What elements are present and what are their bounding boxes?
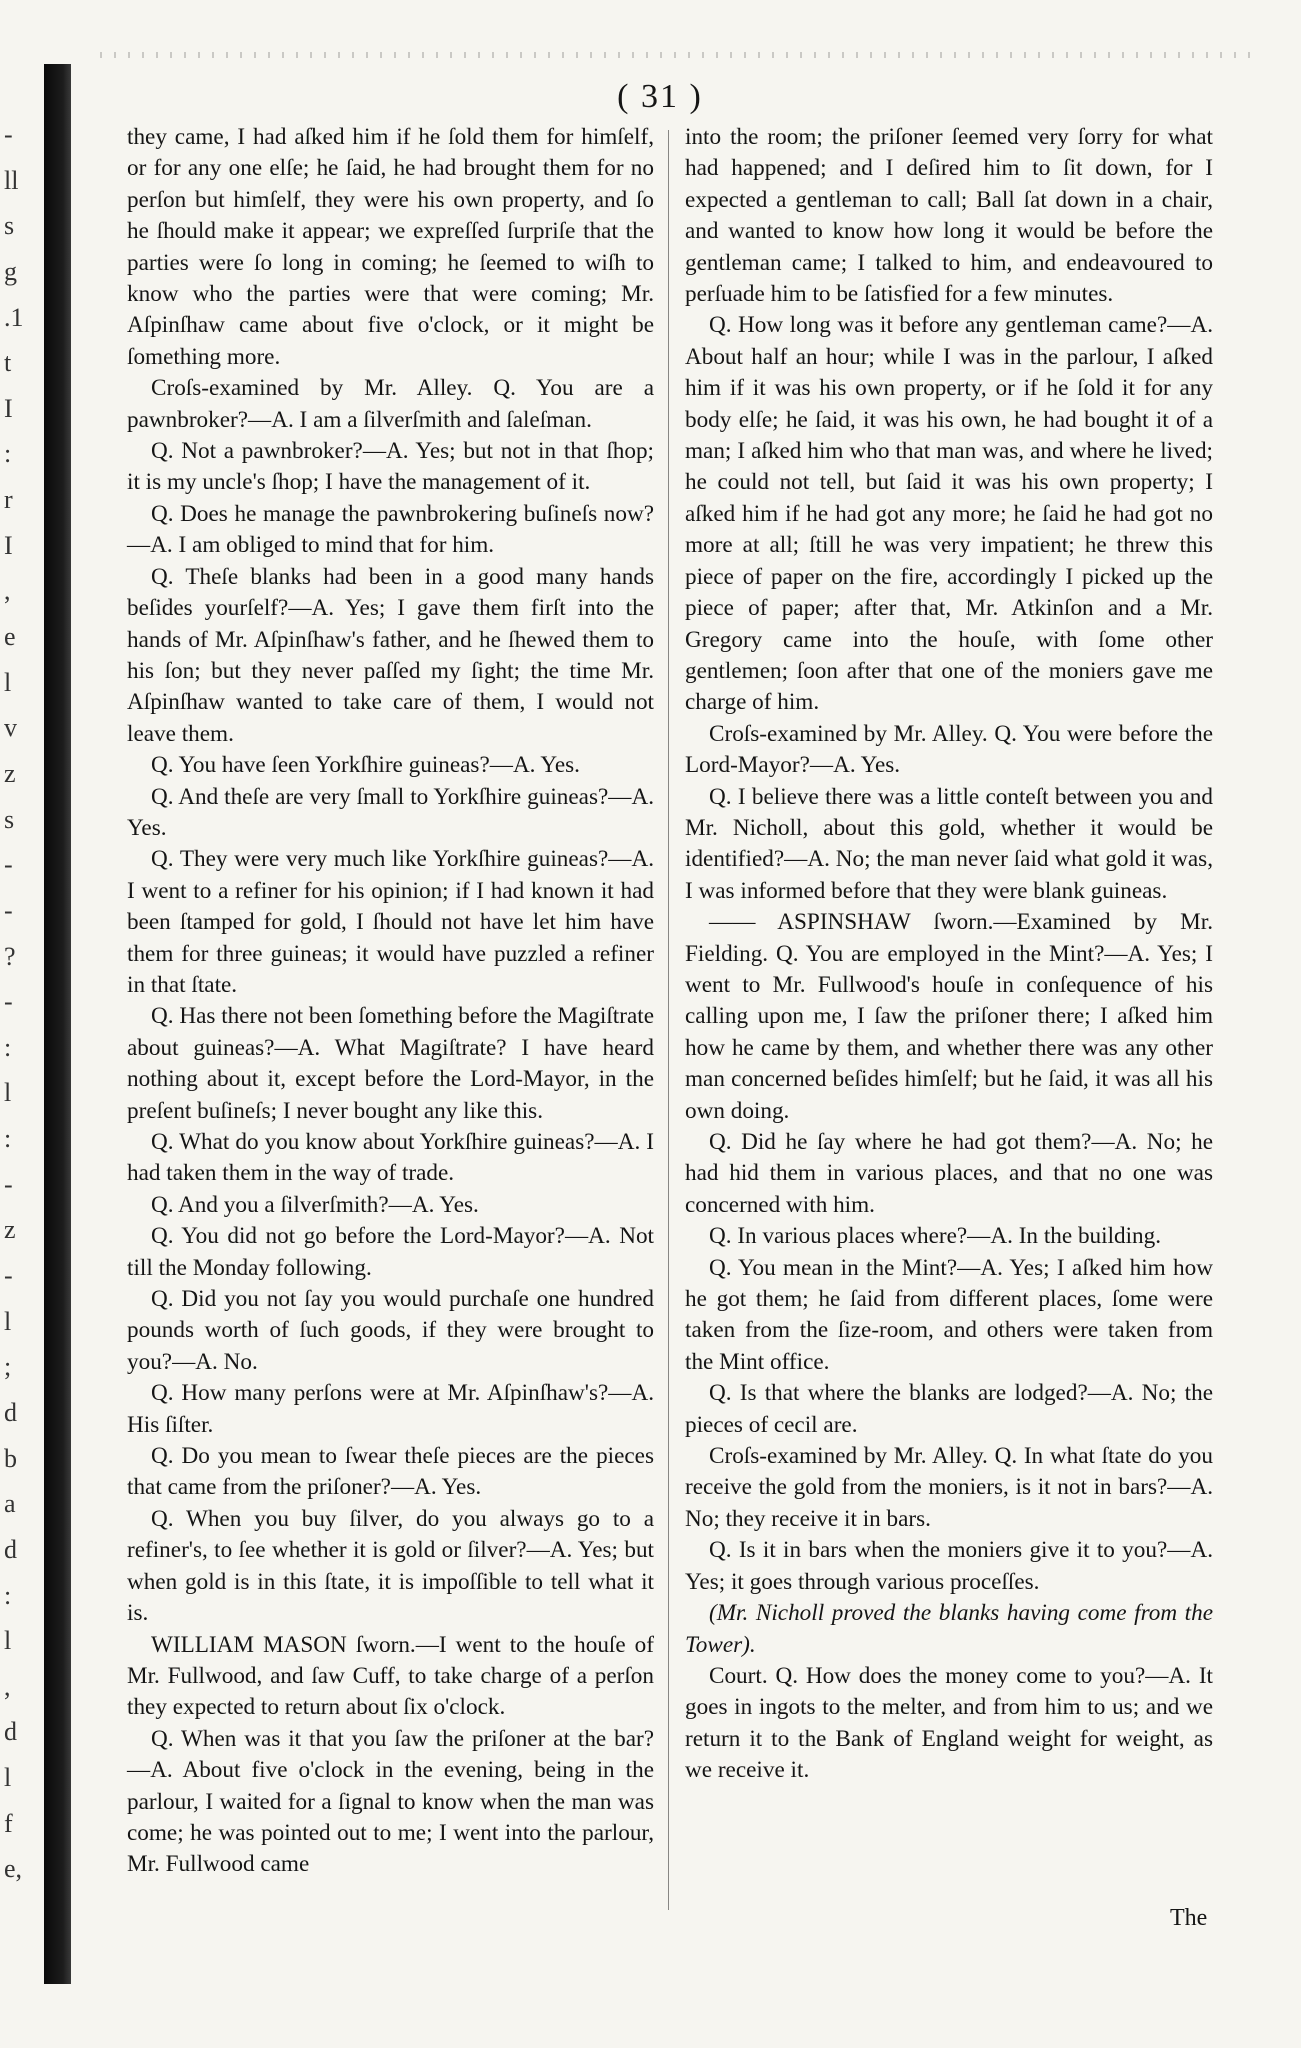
margin-fragment: .1: [4, 303, 24, 332]
paragraph: Q. Has there not been ſomething before the Magiſtrate about guineas?—A. What Magiſtrate? I have heard nothing about it, except before the Lord-Mayor, in the preſent buſineſs; I never bought any like this.: [127, 1003, 654, 1124]
paragraph: Q. Is that where the blanks are lodged?—A. No; the pieces of cecil are.: [685, 1380, 1213, 1438]
paragraph: Q. Do you mean to ſwear theſe pieces are the pieces that came from the priſoner?—A. Yes.: [127, 1443, 654, 1501]
margin-fragment: I: [4, 394, 13, 423]
margin-fragment: -: [4, 850, 13, 879]
margin-fragment: t: [4, 348, 12, 377]
margin-fragment: :: [4, 1124, 12, 1153]
paragraph: Court. Q. How does the money come to you?—A. It goes in ingots to the melter, and from him to us; and we return it to the Bank of England weight for weight, as we receive it.: [685, 1662, 1213, 1784]
margin-fragment: -: [4, 1261, 13, 1290]
margin-fragment: r: [4, 485, 13, 514]
margin-fragment: :: [4, 439, 12, 468]
paragraph: Q. They were very much like Yorkſhire guineas?—A. I went to a refiner for his opinion; if I had known it had been ſtamped for gold, I ſhould not have let him have them for three guineas; it would have puzzled a refiner in that ſtate.: [127, 846, 654, 998]
paragraph: Q. In various places where?—A. In the building.: [709, 1223, 1162, 1250]
margin-fragment: z: [4, 759, 16, 788]
margin-fragment: b: [4, 1444, 17, 1473]
margin-fragment: I: [4, 531, 13, 560]
margin-fragment: ;: [4, 1352, 12, 1381]
paragraph: Q. You have ſeen Yorkſhire guineas?—A. Yes.: [151, 752, 580, 779]
paragraph: Q. How many perſons were at Mr. Aſpinſhaw's?—A. His ſiſter.: [127, 1380, 654, 1438]
margin-fragment: z: [4, 1215, 16, 1244]
paragraph: Q. Did you not ſay you would purchaſe one hundred pounds worth of ſuch goods, if they were brought to you?—A. No.: [127, 1286, 654, 1375]
margin-fragment: -: [4, 896, 13, 925]
margin-fragment: ?: [4, 942, 16, 971]
paragraph: Q. And you a ſilverſmith?—A. Yes.: [151, 1191, 479, 1218]
margin-fragment: d: [4, 1717, 17, 1746]
margin-fragment: e,: [4, 1854, 23, 1883]
paragraph: Q. Not a pawnbroker?—A. Yes; but not in that ſhop; it is my uncle's ſhop; I have the management of it.: [127, 438, 654, 496]
paragraph: Q. When was it that you ſaw the priſoner at the bar?—A. About five o'clock in the evening, being in the parlour, I waited for a ſignal to know when the man was come; he was pointed out to me; I went into the parlour, Mr. Fullwood came: [127, 1725, 654, 1878]
right-column: [685, 122, 1213, 1787]
paragraph: Q. You did not go before the Lord-Mayor?—A. Not till the Monday following.: [127, 1223, 654, 1281]
paragraph: Q. Theſe blanks had been in a good many hands beſides yourſelf?—A. Yes; I gave them firſt into the hands of Mr. Aſpinſhaw's father, and he ſhewed them to his ſon; but they never paſſed my ſight; the time Mr. Aſpinſhaw wanted to take care of them, I would not leave them.: [127, 563, 654, 747]
margin-fragment: s: [4, 805, 15, 834]
margin-fragment: :: [4, 1581, 12, 1610]
paragraph: Q. Is it in bars when the moniers give it to you?—A. Yes; it goes through various proceſſes.: [685, 1537, 1213, 1595]
page-number: ( 31 ): [617, 78, 703, 115]
margin-fragment: ll: [4, 166, 19, 195]
margin-fragment: d: [4, 1535, 17, 1564]
paragraph: Croſs-examined by Mr. Alley. Q. You were before the Lord-Mayor?—A. Yes.: [685, 720, 1213, 779]
paragraph: they came, I had aſked him if he ſold them for himſelf, or for any one elſe; he ſaid, he had brought them for no perſon but himſelf, they were his own property, and ſo he ſhould make it appear; we expreſſed ſurpriſe that the parties were ſo long in coming; he ſeemed to wiſh to know who the parties were that were coming; Mr. Aſpinſhaw came about five o'clock, or it might be ſomething more.: [127, 124, 654, 370]
margin-fragment: l: [4, 1763, 12, 1792]
paragraph: Q. And theſe are very ſmall to Yorkſhire guineas?—A. Yes.: [127, 783, 654, 841]
left-column: [127, 122, 654, 1881]
margin-fragment: f: [4, 1809, 13, 1838]
paragraph: WILLIAM MASON ſworn.—I went to the houſe of Mr. Fullwood, and ſaw Cuff, to take charge of a perſon they expected to return about ſix o'clock.: [127, 1631, 654, 1721]
margin-fragment: -: [4, 120, 13, 149]
margin-fragment: ,: [4, 1672, 11, 1701]
column-divider: [668, 130, 669, 1910]
book-spine-shadow: [44, 64, 71, 1984]
margin-fragment: v: [4, 713, 17, 742]
margin-fragment: l: [4, 668, 12, 697]
paragraph: (Mr. Nicholl proved the blanks having come from the Tower).: [685, 1600, 1213, 1658]
margin-fragment: l: [4, 1078, 12, 1107]
paragraph: Q. You mean in the Mint?—A. Yes; I aſked him how he got them; he ſaid from different places, ſome were taken from the ſize-room, and others were taken from the Mint office.: [685, 1254, 1213, 1375]
margin-fragment: g: [4, 257, 17, 286]
margin-fragment: ,: [4, 576, 11, 605]
margin-fragment: e: [4, 622, 16, 651]
paragraph: Q. How long was it before any gentleman came?—A. About half an hour; while I was in the parlour, I aſked him if it was his own property, or if he ſold it for any body elſe; he ſaid, it was his own, he had bought it of a man; I aſked him who that man was, and where he lived; he could not tell, but ſaid it was his own property; I aſked him if he had got any more; he ſaid he had got no more at all; ſtill he was very impatient; he threw this piece of paper on the fire, accordingly I picked up the piece of paper; after that, Mr. Atkinſon and a Mr. Gregory came into the houſe, with ſome other gentlemen; ſoon after that one of the moniers gave me charge of him.: [685, 312, 1213, 716]
page-edge-specks: [100, 52, 1250, 58]
margin-fragment: l: [4, 1307, 12, 1336]
paragraph: Q. Did he ſay where he had got them?—A. No; he had hid them in various places, and that no one was concerned with him.: [685, 1129, 1213, 1218]
paragraph: Q. What do you know about Yorkſhire guineas?—A. I had taken them in the way of trade.: [127, 1129, 654, 1187]
paragraph: Q. I believe there was a little conteſt between you and Mr. Nicholl, about this gold, whether it would be identified?—A. No; the man never ſaid what gold it was, I was informed before that they were blank guineas.: [685, 783, 1213, 904]
paragraph: Q. Does he manage the pawnbrokering buſineſs now?—A. I am obliged to mind that for him.: [127, 500, 654, 559]
margin-fragment: -: [4, 1170, 13, 1199]
margin-fragment: a: [4, 1489, 16, 1518]
paragraph: Croſs-examined by Mr. Alley. Q. In what ſtate do you receive the gold from the moniers, is it not in bars?—A. No; they receive it in bars.: [685, 1443, 1213, 1532]
margin-fragment: s: [4, 211, 15, 240]
margin-fragment: d: [4, 1398, 17, 1427]
paragraph: Croſs-examined by Mr. Alley. Q. You are a pawnbroker?—A. I am a ſilverſmith and ſaleſman.: [127, 375, 654, 433]
paragraph: —— ASPINSHAW ſworn.—Examined by Mr. Fielding. Q. You are employed in the Mint?—A. Yes; I went to Mr. Fullwood's houſe in conſequence of his calling upon me, I ſaw the priſoner there; I aſked him how he came by them, and whether there was any other man concerned beſides himſelf; but he ſaid, it was all his own doing.: [685, 909, 1213, 1124]
paragraph: into the room; the priſoner ſeemed very ſorry for what had happened; and I deſired him to ſit down, for I expected a gentleman to call; Ball ſat down in a chair, and wanted to know how long it would be before the gentleman came; I talked to him, and endeavoured to perſuade him to be ſatisfied for a few minutes.: [685, 124, 1213, 308]
margin-fragment: l: [4, 1626, 12, 1655]
margin-fragment: -: [4, 987, 13, 1016]
catchword: The: [1170, 1905, 1208, 1931]
paragraph: Q. When you buy ſilver, do you always go to a refiner's, to ſee whether it is gold or ſilver?—A. Yes; but when gold is in this ſtate, it is impoſſible to tell what it is.: [127, 1505, 654, 1627]
margin-fragment: :: [4, 1033, 12, 1062]
facing-page-margin: [0, 120, 26, 1940]
